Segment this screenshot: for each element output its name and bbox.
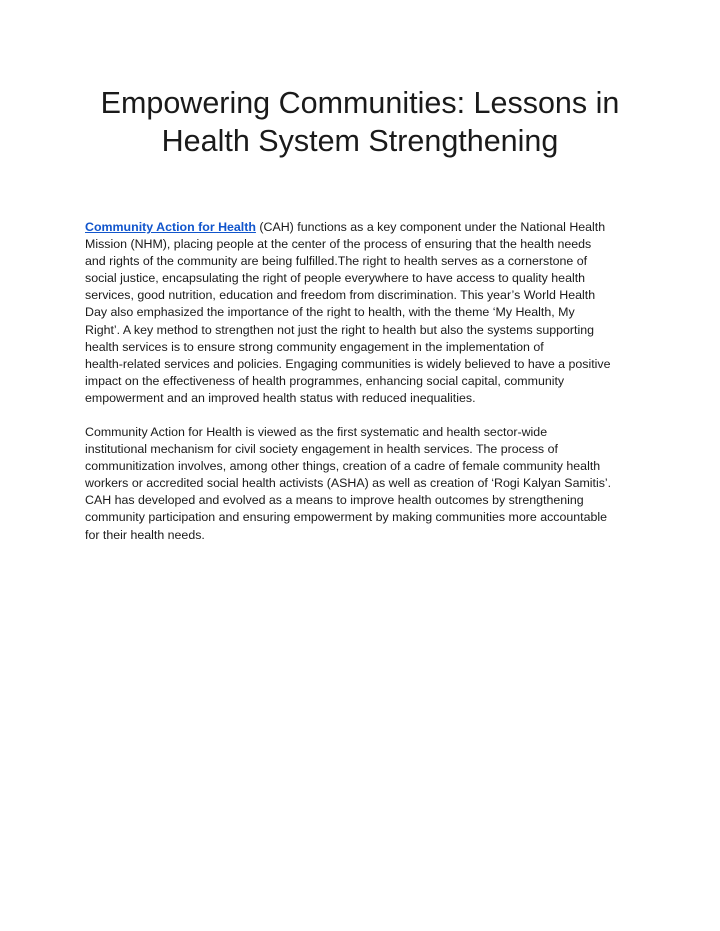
paragraph-line: institutional mechanism for civil society engagement in health services. The process of <box>85 442 558 457</box>
paragraph-line: CAH has developed and evolved as a means to improve health outcomes by strengthening <box>85 493 584 508</box>
paragraph-line: workers or accredited social health activists (ASHA) as well as creation of ‘Rogi Kalyan Samitis’. <box>85 476 612 491</box>
paragraph-line: communitization involves, among other things, creation of a cadre of female community health <box>85 459 601 474</box>
paragraph-line: social justice, encapsulating the right of people everywhere to have access to quality health <box>85 271 586 286</box>
paragraph-2 <box>85 424 645 544</box>
paragraph-text: (CAH) functions as a key component under the National Health <box>255 220 606 234</box>
paragraph-line: health-related services and policies. Engaging communities is widely believed to have a positive <box>85 356 611 371</box>
paragraph-line: Day also emphasized the importance of the right to health, with the theme ‘My Health, My <box>85 305 575 320</box>
paragraph-line: and rights of the community are being fulfilled.The right to health serves as a cornerstone of <box>85 254 588 269</box>
title-line: Health System Strengthening <box>161 124 559 158</box>
paragraph-line: Right’. A key method to strengthen not just the right to health but also the systems supporting <box>85 322 595 337</box>
page-title <box>60 84 660 160</box>
paragraph-line: Community Action for Health is viewed as the first systematic and health sector-wide <box>85 425 548 439</box>
paragraph-1 <box>85 219 645 407</box>
paragraph-line: for their health needs. <box>85 527 205 542</box>
community-action-for-health-link[interactable]: Community Action for Health <box>85 220 256 234</box>
paragraph-line: empowerment and an improved health status with reduced inequalities. <box>85 390 476 405</box>
paragraph-line: community participation and ensuring empowerment by making communities more accountable <box>85 510 608 525</box>
paragraph-line <box>85 219 645 236</box>
paragraph-line: health services is to ensure strong community engagement in the implementation of <box>85 339 544 354</box>
paragraph-line: Mission (NHM), placing people at the center of the process of ensuring that the health needs <box>85 237 592 252</box>
paragraph-line: services, good nutrition, education and freedom from discrimination. This year’s World Health <box>85 288 596 303</box>
title-line: Empowering Communities: Lessons in <box>100 86 620 120</box>
paragraph-line: impact on the effectiveness of health programmes, enhancing social capital, community <box>85 373 565 388</box>
